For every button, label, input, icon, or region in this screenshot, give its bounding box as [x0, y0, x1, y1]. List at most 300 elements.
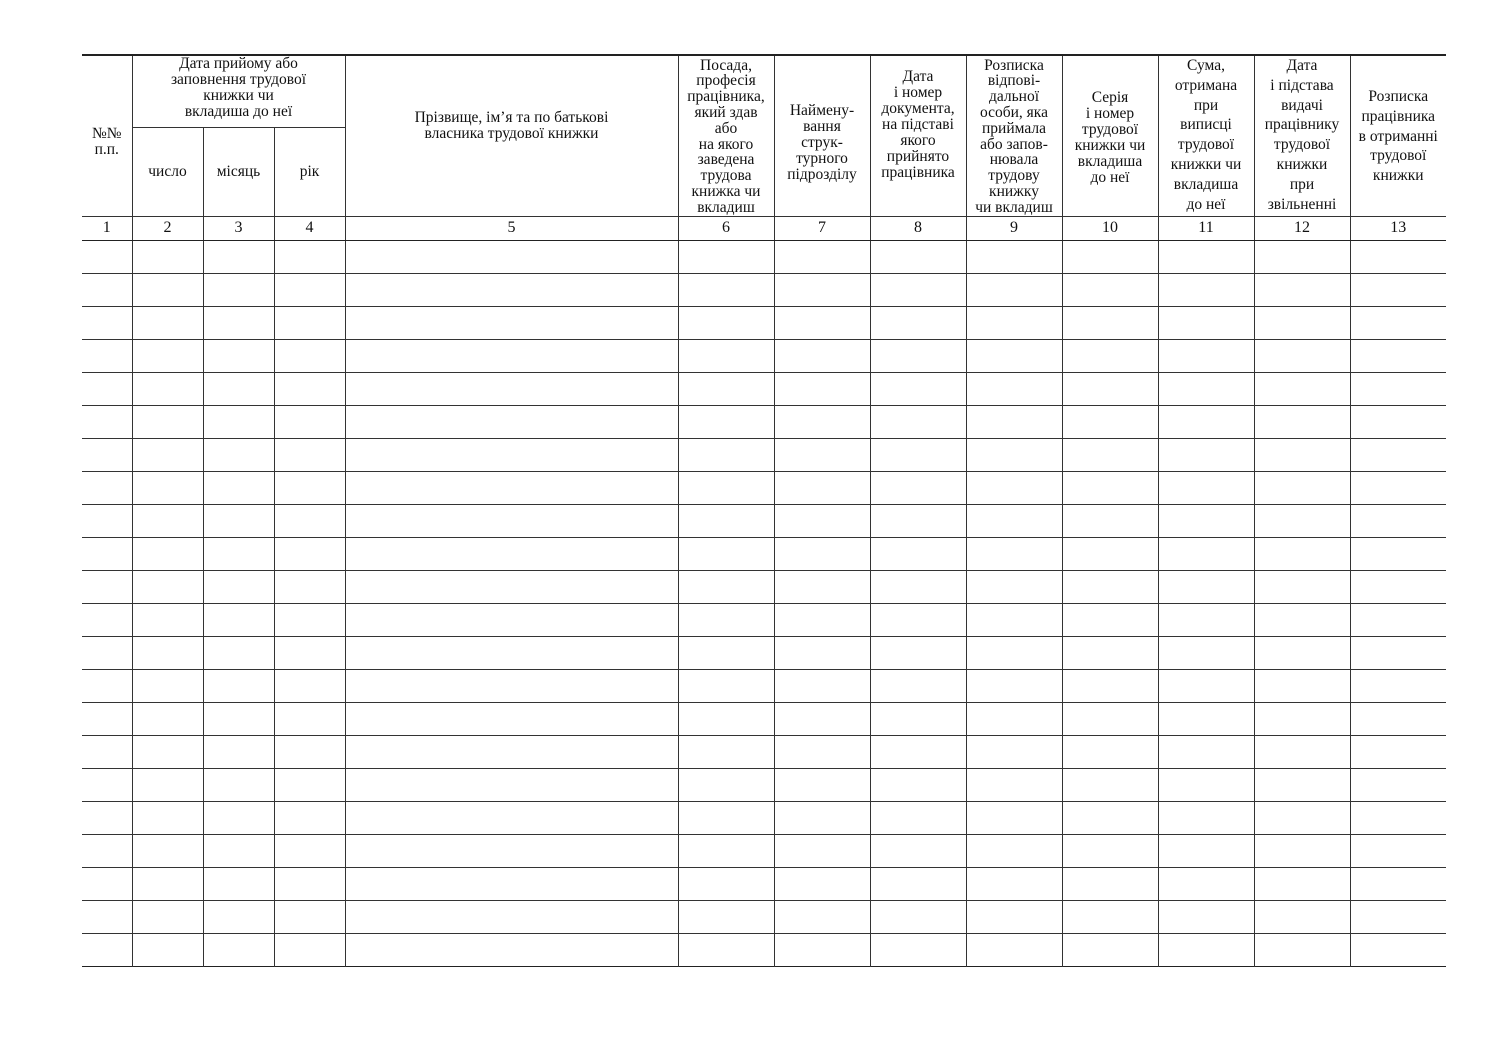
table-cell[interactable] — [132, 306, 203, 339]
table-cell[interactable] — [1062, 405, 1158, 438]
table-cell[interactable] — [1062, 735, 1158, 768]
table-cell[interactable] — [274, 471, 345, 504]
table-cell[interactable] — [870, 801, 966, 834]
table-cell[interactable] — [678, 669, 774, 702]
table-cell[interactable] — [1254, 339, 1350, 372]
table-cell[interactable] — [1254, 537, 1350, 570]
table-cell[interactable] — [870, 669, 966, 702]
table-cell[interactable] — [1254, 834, 1350, 867]
table-cell[interactable] — [966, 240, 1062, 273]
table-cell[interactable] — [1350, 306, 1446, 339]
table-cell[interactable] — [82, 372, 132, 405]
table-row — [82, 702, 1446, 735]
table-cell[interactable] — [966, 636, 1062, 669]
table-cell[interactable] — [1350, 570, 1446, 603]
table-cell[interactable] — [132, 801, 203, 834]
table-cell[interactable] — [966, 603, 1062, 636]
table-cell[interactable] — [1062, 570, 1158, 603]
table-cell[interactable] — [774, 372, 870, 405]
table-cell[interactable] — [774, 636, 870, 669]
table-cell[interactable] — [1158, 636, 1254, 669]
table-cell[interactable] — [274, 702, 345, 735]
table-cell[interactable] — [966, 339, 1062, 372]
table-cell[interactable] — [1062, 504, 1158, 537]
table-cell[interactable] — [82, 702, 132, 735]
table-row — [82, 636, 1446, 669]
table-cell[interactable] — [132, 768, 203, 801]
table-cell[interactable] — [345, 801, 678, 834]
table-cell[interactable] — [966, 768, 1062, 801]
table-cell[interactable] — [1350, 702, 1446, 735]
table-cell[interactable] — [1062, 339, 1158, 372]
table-cell[interactable] — [203, 240, 274, 273]
table-cell[interactable] — [1350, 768, 1446, 801]
table-cell[interactable] — [678, 900, 774, 933]
table-cell[interactable] — [678, 372, 774, 405]
table-cell[interactable] — [132, 603, 203, 636]
table-cell[interactable] — [274, 603, 345, 636]
table-cell[interactable] — [82, 240, 132, 273]
table-cell[interactable] — [870, 504, 966, 537]
column-number: 12 — [1254, 216, 1350, 240]
table-cell[interactable] — [82, 537, 132, 570]
table-cell[interactable] — [345, 372, 678, 405]
table-cell[interactable] — [966, 900, 1062, 933]
table-cell[interactable] — [132, 900, 203, 933]
table-cell[interactable] — [345, 900, 678, 933]
table-cell[interactable] — [1158, 570, 1254, 603]
table-cell[interactable] — [203, 801, 274, 834]
table-cell[interactable] — [1158, 669, 1254, 702]
table-cell[interactable] — [678, 603, 774, 636]
table-cell[interactable] — [1062, 240, 1158, 273]
table-cell[interactable] — [274, 438, 345, 471]
table-cell[interactable] — [966, 834, 1062, 867]
table-cell[interactable] — [203, 867, 274, 900]
table-cell[interactable] — [82, 603, 132, 636]
table-cell[interactable] — [132, 273, 203, 306]
table-cell[interactable] — [203, 735, 274, 768]
table-cell[interactable] — [966, 735, 1062, 768]
table-cell[interactable] — [1062, 702, 1158, 735]
table-cell[interactable] — [678, 867, 774, 900]
table-cell[interactable] — [966, 471, 1062, 504]
table-cell[interactable] — [966, 405, 1062, 438]
table-cell[interactable] — [1158, 867, 1254, 900]
table-cell[interactable] — [1062, 669, 1158, 702]
table-cell[interactable] — [203, 471, 274, 504]
table-cell[interactable] — [345, 471, 678, 504]
table-cell[interactable] — [966, 801, 1062, 834]
table-cell[interactable] — [870, 306, 966, 339]
table-cell[interactable] — [203, 768, 274, 801]
table-cell[interactable] — [345, 306, 678, 339]
table-cell[interactable] — [82, 273, 132, 306]
table-cell[interactable] — [1158, 273, 1254, 306]
table-cell[interactable] — [132, 867, 203, 900]
table-cell[interactable] — [1158, 339, 1254, 372]
table-cell[interactable] — [274, 669, 345, 702]
table-cell[interactable] — [132, 834, 203, 867]
table-cell[interactable] — [203, 702, 274, 735]
table-cell[interactable] — [966, 669, 1062, 702]
table-row — [82, 900, 1446, 933]
table-cell[interactable] — [203, 372, 274, 405]
table-cell[interactable] — [966, 438, 1062, 471]
table-cell[interactable] — [1350, 471, 1446, 504]
table-cell[interactable] — [274, 306, 345, 339]
table-cell[interactable] — [82, 867, 132, 900]
table-cell[interactable] — [345, 603, 678, 636]
table-cell[interactable] — [678, 702, 774, 735]
table-cell[interactable] — [274, 504, 345, 537]
table-cell[interactable] — [1254, 636, 1350, 669]
table-cell[interactable] — [678, 438, 774, 471]
table-cell[interactable] — [678, 636, 774, 669]
table-cell[interactable] — [870, 570, 966, 603]
table-cell[interactable] — [345, 570, 678, 603]
table-cell[interactable] — [678, 240, 774, 273]
table-cell[interactable] — [1254, 669, 1350, 702]
table-cell[interactable] — [1350, 636, 1446, 669]
table-cell[interactable] — [870, 603, 966, 636]
table-cell[interactable] — [345, 702, 678, 735]
table-cell[interactable] — [203, 669, 274, 702]
table-cell[interactable] — [345, 669, 678, 702]
table-cell[interactable] — [203, 570, 274, 603]
table-cell[interactable] — [1158, 900, 1254, 933]
table-cell[interactable] — [1254, 900, 1350, 933]
table-cell[interactable] — [82, 669, 132, 702]
table-cell[interactable] — [678, 834, 774, 867]
table-cell[interactable] — [966, 537, 1062, 570]
table-cell[interactable] — [966, 306, 1062, 339]
table-cell[interactable] — [966, 372, 1062, 405]
table-cell[interactable] — [966, 273, 1062, 306]
table-cell[interactable] — [274, 240, 345, 273]
table-cell[interactable] — [203, 339, 274, 372]
table-cell[interactable] — [870, 339, 966, 372]
table-cell[interactable] — [1158, 603, 1254, 636]
table-cell[interactable] — [1158, 240, 1254, 273]
table-cell[interactable] — [1062, 867, 1158, 900]
table-cell[interactable] — [345, 339, 678, 372]
header-document: Дата і номер документа, на підставі якого прийнято працівника — [870, 55, 966, 216]
table-cell[interactable] — [1254, 504, 1350, 537]
table-cell[interactable] — [1062, 801, 1158, 834]
table-cell[interactable] — [1350, 537, 1446, 570]
table-cell[interactable] — [1158, 768, 1254, 801]
table-cell[interactable] — [274, 537, 345, 570]
table-cell[interactable] — [774, 339, 870, 372]
table-cell[interactable] — [870, 273, 966, 306]
table-cell[interactable] — [1062, 471, 1158, 504]
table-cell[interactable] — [1254, 933, 1350, 966]
table-cell[interactable] — [870, 471, 966, 504]
table-cell[interactable] — [132, 339, 203, 372]
table-cell[interactable] — [678, 273, 774, 306]
table-cell[interactable] — [1350, 933, 1446, 966]
table-cell[interactable] — [774, 570, 870, 603]
table-cell[interactable] — [345, 405, 678, 438]
table-cell[interactable] — [82, 768, 132, 801]
table-cell[interactable] — [774, 768, 870, 801]
table-cell[interactable] — [774, 900, 870, 933]
table-cell[interactable] — [966, 867, 1062, 900]
table-cell[interactable] — [345, 735, 678, 768]
table-cell[interactable] — [132, 438, 203, 471]
table-cell[interactable] — [678, 504, 774, 537]
table-cell[interactable] — [1254, 867, 1350, 900]
table-cell[interactable] — [132, 669, 203, 702]
table-cell[interactable] — [132, 636, 203, 669]
table-cell[interactable] — [774, 405, 870, 438]
table-cell[interactable] — [1158, 735, 1254, 768]
table-cell[interactable] — [132, 537, 203, 570]
table-cell[interactable] — [1158, 372, 1254, 405]
table-cell[interactable] — [774, 240, 870, 273]
table-cell[interactable] — [1350, 834, 1446, 867]
table-cell[interactable] — [1254, 438, 1350, 471]
table-cell[interactable] — [870, 405, 966, 438]
table-cell[interactable] — [774, 603, 870, 636]
table-cell[interactable] — [132, 702, 203, 735]
table-cell[interactable] — [1350, 273, 1446, 306]
table-cell[interactable] — [1158, 834, 1254, 867]
table-cell[interactable] — [274, 405, 345, 438]
table-cell[interactable] — [345, 834, 678, 867]
table-cell[interactable] — [1062, 900, 1158, 933]
table-cell[interactable] — [678, 471, 774, 504]
table-cell[interactable] — [274, 372, 345, 405]
table-cell[interactable] — [1254, 471, 1350, 504]
table-cell[interactable] — [274, 339, 345, 372]
table-cell[interactable] — [678, 768, 774, 801]
table-cell[interactable] — [1158, 405, 1254, 438]
table-cell[interactable] — [1254, 702, 1350, 735]
table-cell[interactable] — [1158, 933, 1254, 966]
table-cell[interactable] — [1062, 636, 1158, 669]
table-cell[interactable] — [203, 900, 274, 933]
header-department: Наймену- вання струк- турного підрозділу — [774, 55, 870, 216]
table-cell[interactable] — [1158, 504, 1254, 537]
table-cell[interactable] — [203, 438, 274, 471]
table-cell[interactable] — [203, 273, 274, 306]
table-cell[interactable] — [870, 372, 966, 405]
table-cell[interactable] — [132, 405, 203, 438]
table-cell[interactable] — [1350, 900, 1446, 933]
header-month: місяць — [203, 127, 274, 216]
header-year: рік — [274, 127, 345, 216]
table-cell[interactable] — [132, 471, 203, 504]
table-cell[interactable] — [1254, 735, 1350, 768]
table-cell[interactable] — [870, 900, 966, 933]
table-cell[interactable] — [774, 801, 870, 834]
table-cell[interactable] — [774, 504, 870, 537]
table-cell[interactable] — [203, 603, 274, 636]
table-cell[interactable] — [274, 834, 345, 867]
table-cell[interactable] — [1062, 273, 1158, 306]
table-cell[interactable] — [774, 438, 870, 471]
table-cell[interactable] — [1158, 537, 1254, 570]
table-cell[interactable] — [966, 702, 1062, 735]
table-cell[interactable] — [345, 273, 678, 306]
table-cell[interactable] — [1350, 339, 1446, 372]
table-cell[interactable] — [1254, 273, 1350, 306]
table-cell[interactable] — [203, 933, 274, 966]
table-cell[interactable] — [1350, 438, 1446, 471]
table-cell[interactable] — [1254, 405, 1350, 438]
table-cell[interactable] — [678, 570, 774, 603]
table-cell[interactable] — [1254, 240, 1350, 273]
table-cell[interactable] — [203, 306, 274, 339]
table-cell[interactable] — [345, 636, 678, 669]
table-cell[interactable] — [274, 867, 345, 900]
table-cell[interactable] — [1062, 603, 1158, 636]
header-row-top — [82, 55, 1446, 127]
table-cell[interactable] — [1350, 504, 1446, 537]
table-cell[interactable] — [82, 636, 132, 669]
table-cell[interactable] — [82, 735, 132, 768]
table-cell[interactable] — [1350, 801, 1446, 834]
table-cell[interactable] — [274, 900, 345, 933]
table-cell[interactable] — [82, 834, 132, 867]
table-cell[interactable] — [774, 735, 870, 768]
table-cell[interactable] — [678, 537, 774, 570]
table-cell[interactable] — [870, 933, 966, 966]
table-cell[interactable] — [1350, 405, 1446, 438]
table-cell[interactable] — [274, 735, 345, 768]
table-cell[interactable] — [1062, 933, 1158, 966]
table-cell[interactable] — [345, 240, 678, 273]
table-cell[interactable] — [870, 240, 966, 273]
table-cell[interactable] — [966, 504, 1062, 537]
table-cell[interactable] — [82, 405, 132, 438]
table-cell[interactable] — [274, 801, 345, 834]
table-cell[interactable] — [1350, 867, 1446, 900]
table-cell[interactable] — [870, 735, 966, 768]
table-cell[interactable] — [1350, 240, 1446, 273]
table-cell[interactable] — [678, 933, 774, 966]
table-cell[interactable] — [82, 438, 132, 471]
table-cell[interactable] — [1158, 438, 1254, 471]
table-cell[interactable] — [132, 570, 203, 603]
table-cell[interactable] — [678, 405, 774, 438]
table-cell[interactable] — [274, 570, 345, 603]
table-cell[interactable] — [774, 867, 870, 900]
table-cell[interactable] — [1062, 537, 1158, 570]
table-cell[interactable] — [132, 933, 203, 966]
table-cell[interactable] — [132, 504, 203, 537]
column-number: 4 — [274, 216, 345, 240]
table-cell[interactable] — [132, 240, 203, 273]
table-cell[interactable] — [345, 537, 678, 570]
table-cell[interactable] — [774, 537, 870, 570]
table-cell[interactable] — [1254, 768, 1350, 801]
table-cell[interactable] — [1350, 603, 1446, 636]
table-cell[interactable] — [82, 339, 132, 372]
table-cell[interactable] — [1254, 801, 1350, 834]
table-cell[interactable] — [82, 801, 132, 834]
table-cell[interactable] — [1350, 372, 1446, 405]
table-cell[interactable] — [203, 834, 274, 867]
table-cell[interactable] — [345, 504, 678, 537]
table-cell[interactable] — [678, 339, 774, 372]
table-cell[interactable] — [1254, 570, 1350, 603]
table-cell[interactable] — [1350, 669, 1446, 702]
table-cell[interactable] — [870, 834, 966, 867]
table-cell[interactable] — [345, 768, 678, 801]
table-cell[interactable] — [203, 636, 274, 669]
table-cell[interactable] — [966, 570, 1062, 603]
table-cell[interactable] — [82, 306, 132, 339]
table-cell[interactable] — [82, 900, 132, 933]
header-employee-receipt: Розписка працівника в отриманні трудової книжки — [1350, 55, 1446, 216]
table-cell[interactable] — [82, 504, 132, 537]
table-row — [82, 504, 1446, 537]
table-cell[interactable] — [774, 306, 870, 339]
table-cell[interactable] — [132, 372, 203, 405]
table-cell[interactable] — [203, 405, 274, 438]
table-cell[interactable] — [1158, 801, 1254, 834]
table-cell[interactable] — [203, 537, 274, 570]
table-cell[interactable] — [1062, 372, 1158, 405]
table-cell[interactable] — [966, 933, 1062, 966]
work-book-register-table — [82, 54, 1446, 967]
table-cell[interactable] — [678, 306, 774, 339]
table-cell[interactable] — [82, 471, 132, 504]
table-cell[interactable] — [774, 471, 870, 504]
table-cell[interactable] — [870, 702, 966, 735]
table-cell[interactable] — [1158, 306, 1254, 339]
column-number: 2 — [132, 216, 203, 240]
table-cell[interactable] — [774, 273, 870, 306]
table-cell[interactable] — [345, 867, 678, 900]
table-cell[interactable] — [1158, 702, 1254, 735]
table-cell[interactable] — [1254, 372, 1350, 405]
table-cell[interactable] — [678, 735, 774, 768]
table-cell[interactable] — [345, 933, 678, 966]
table-cell[interactable] — [1062, 834, 1158, 867]
table-cell[interactable] — [82, 570, 132, 603]
table-cell[interactable] — [82, 933, 132, 966]
table-cell[interactable] — [774, 834, 870, 867]
table-cell[interactable] — [774, 933, 870, 966]
table-cell[interactable] — [870, 867, 966, 900]
table-cell[interactable] — [274, 273, 345, 306]
table-cell[interactable] — [870, 768, 966, 801]
table-cell[interactable] — [1062, 306, 1158, 339]
table-cell[interactable] — [1254, 306, 1350, 339]
table-cell[interactable] — [1062, 438, 1158, 471]
table-cell[interactable] — [774, 669, 870, 702]
table-cell[interactable] — [678, 801, 774, 834]
table-cell[interactable] — [870, 438, 966, 471]
table-cell[interactable] — [132, 735, 203, 768]
table-cell[interactable] — [774, 702, 870, 735]
table-cell[interactable] — [274, 636, 345, 669]
table-cell[interactable] — [1350, 735, 1446, 768]
table-cell[interactable] — [345, 438, 678, 471]
table-cell[interactable] — [1062, 768, 1158, 801]
table-cell[interactable] — [274, 768, 345, 801]
table-cell[interactable] — [1254, 603, 1350, 636]
table-cell[interactable] — [203, 504, 274, 537]
table-cell[interactable] — [870, 537, 966, 570]
table-cell[interactable] — [870, 636, 966, 669]
table-cell[interactable] — [1158, 471, 1254, 504]
table-cell[interactable] — [274, 933, 345, 966]
